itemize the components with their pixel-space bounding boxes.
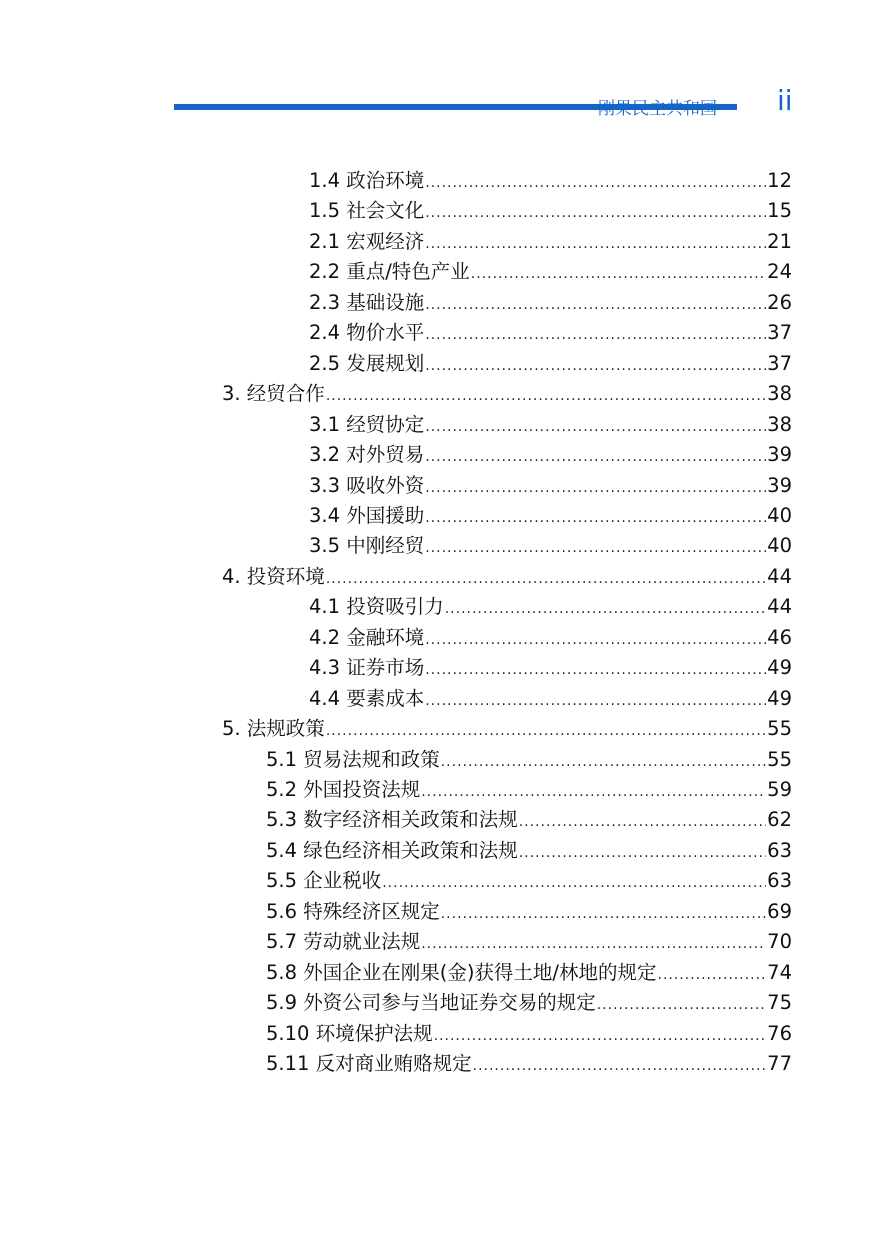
toc-entry[interactable] [266,775,792,805]
toc-entry-page: 63 [767,838,792,862]
toc-leader-dots [326,379,766,411]
toc-leader-dots [519,805,766,837]
toc-leader-dots [425,471,766,503]
toc-leader-dots [425,227,766,259]
toc-entry-label: 5.8 外国企业在刚果(金)获得土地/林地的规定 [266,960,657,984]
toc-entry-label: 5.4 绿色经济相关政策和法规 [266,838,518,862]
toc-entry-page: 63 [767,869,792,893]
toc-leader-dots [421,775,766,807]
toc-entry[interactable] [309,684,792,714]
toc-entry[interactable] [266,897,792,927]
toc-entry-page: 75 [767,991,792,1015]
toc-entry[interactable] [222,714,792,744]
toc-entry[interactable] [309,623,792,653]
toc-entry[interactable] [266,1049,792,1079]
toc-entry[interactable] [309,531,792,561]
toc-leader-dots [597,988,766,1020]
toc-entry-label: 2.1 宏观经济 [309,229,425,253]
toc-leader-dots [473,1049,767,1081]
toc-entry[interactable] [309,410,792,440]
toc-leader-dots [421,927,766,959]
toc-leader-dots [425,531,766,563]
toc-entry-label: 5.10 环境保护法规 [266,1021,433,1045]
toc-entry-label: 4. 投资环境 [222,564,325,588]
toc-entry[interactable] [266,988,792,1018]
toc-entry-page: 21 [767,229,792,253]
toc-entry-label: 1.5 社会文化 [309,199,425,223]
toc-entry-page: 77 [767,1052,792,1076]
toc-leader-dots [441,745,766,777]
toc-entry-label: 3. 经贸合作 [222,382,325,406]
toc-entry[interactable] [266,745,792,775]
toc-entry-label: 5.2 外国投资法规 [266,778,421,801]
toc-entry-page: 15 [767,199,792,223]
toc-entry[interactable] [309,349,792,379]
toc-entry[interactable] [266,805,792,835]
toc-leader-dots [425,349,766,381]
toc-leader-dots [425,623,766,655]
toc-entry-label: 5.6 特殊经济区规定 [266,899,440,923]
toc-entry[interactable] [309,471,792,501]
toc-entry-page: 12 [767,169,792,192]
toc-entry-page: 40 [767,534,792,558]
toc-entry-label: 3.1 经贸协定 [309,412,425,436]
toc-entry-page: 44 [767,564,792,588]
toc-entry-page: 55 [767,747,792,771]
toc-leader-dots [434,1019,767,1051]
toc-entry[interactable] [266,958,792,988]
toc-entry-label: 5. 法规政策 [222,717,325,741]
toc-entry[interactable] [266,836,792,866]
toc-leader-dots [519,836,766,868]
toc-leader-dots [326,714,766,746]
toc-entry[interactable] [309,288,792,318]
toc-leader-dots [425,410,766,442]
toc-entry-label: 5.3 数字经济相关政策和法规 [266,808,518,832]
toc-leader-dots [425,653,766,685]
toc-entry[interactable] [309,227,792,257]
toc-entry-page: 70 [767,930,792,954]
toc-entry[interactable] [222,562,792,592]
toc-leader-dots [425,196,766,228]
toc-entry-label: 2.2 重点/特色产业 [309,260,470,284]
toc-entry-page: 55 [767,717,792,741]
toc-entry-label: 3.3 吸收外资 [309,473,425,497]
toc-entry-page: 59 [767,778,792,801]
toc-leader-dots [425,318,766,350]
toc-entry[interactable] [309,257,792,287]
toc-leader-dots [425,288,766,320]
toc-entry-page: 24 [767,260,792,284]
toc-entry-page: 26 [767,290,792,314]
toc-entry-page: 74 [767,960,792,984]
toc-entry-label: 2.4 物价水平 [309,321,425,345]
toc-entry[interactable] [266,927,792,957]
toc-entry-page: 40 [767,503,792,527]
toc-entry-page: 46 [767,625,792,649]
toc-leader-dots [425,684,766,716]
toc-entry-label: 3.2 对外贸易 [309,443,425,467]
toc-entry-label: 2.3 基础设施 [309,290,425,314]
toc-entry[interactable] [309,166,792,196]
toc-entry[interactable] [309,196,792,226]
toc-entry[interactable] [309,440,792,470]
toc-entry-label: 1.4 政治环境 [309,169,425,192]
toc-entry-label: 4.3 证券市场 [309,656,425,680]
toc-entry-label: 3.5 中刚经贸 [309,534,425,558]
toc-leader-dots [445,592,766,624]
toc-entry-label: 5.9 外资公司参与当地证券交易的规定 [266,991,596,1015]
toc-entry-page: 39 [767,443,792,467]
toc-entry-page: 38 [767,382,792,406]
toc-entry-label: 4.4 要素成本 [309,686,425,710]
toc-leader-dots [425,501,766,533]
toc-entry-label: 5.7 劳动就业法规 [266,930,421,954]
toc-entry-page: 44 [767,595,792,619]
toc-leader-dots [441,897,766,929]
toc-entry-page: 62 [767,808,792,832]
toc-leader-dots [425,166,766,198]
toc-entry-label: 5.11 反对商业贿赂规定 [266,1052,472,1076]
toc-entry-page: 37 [767,321,792,345]
toc-entry-page: 39 [767,473,792,497]
toc-entry-page: 38 [767,412,792,436]
toc-leader-dots [425,440,766,472]
toc-entry-label: 4.2 金融环境 [309,625,425,649]
toc-entry[interactable] [309,653,792,683]
toc-entry-label: 5.1 贸易法规和政策 [266,747,440,771]
toc-leader-dots [471,257,766,289]
toc-entry-page: 37 [767,351,792,375]
toc-leader-dots [658,958,767,990]
toc-entry[interactable] [309,501,792,531]
toc-entry-label: 2.5 发展规划 [309,351,425,375]
toc-entry-page: 49 [767,656,792,680]
toc-entry[interactable] [266,1019,792,1049]
toc-entry[interactable] [309,592,792,622]
toc-leader-dots [326,562,766,594]
toc-entry-page: 76 [767,1021,792,1045]
toc-entry-page: 49 [767,686,792,710]
toc-entry[interactable] [222,379,792,409]
toc-entry-label: 5.5 企业税收 [266,869,382,893]
toc-entry[interactable] [309,318,792,348]
toc-entry-label: 3.4 外国援助 [309,503,425,527]
page-number: ii [777,84,793,117]
toc-entry-label: 4.1 投资吸引力 [309,595,444,619]
toc-entry[interactable] [266,866,792,896]
toc-entry-page: 69 [767,899,792,923]
header-title: 刚果民主共和国 [598,99,717,119]
toc-leader-dots [382,866,766,898]
